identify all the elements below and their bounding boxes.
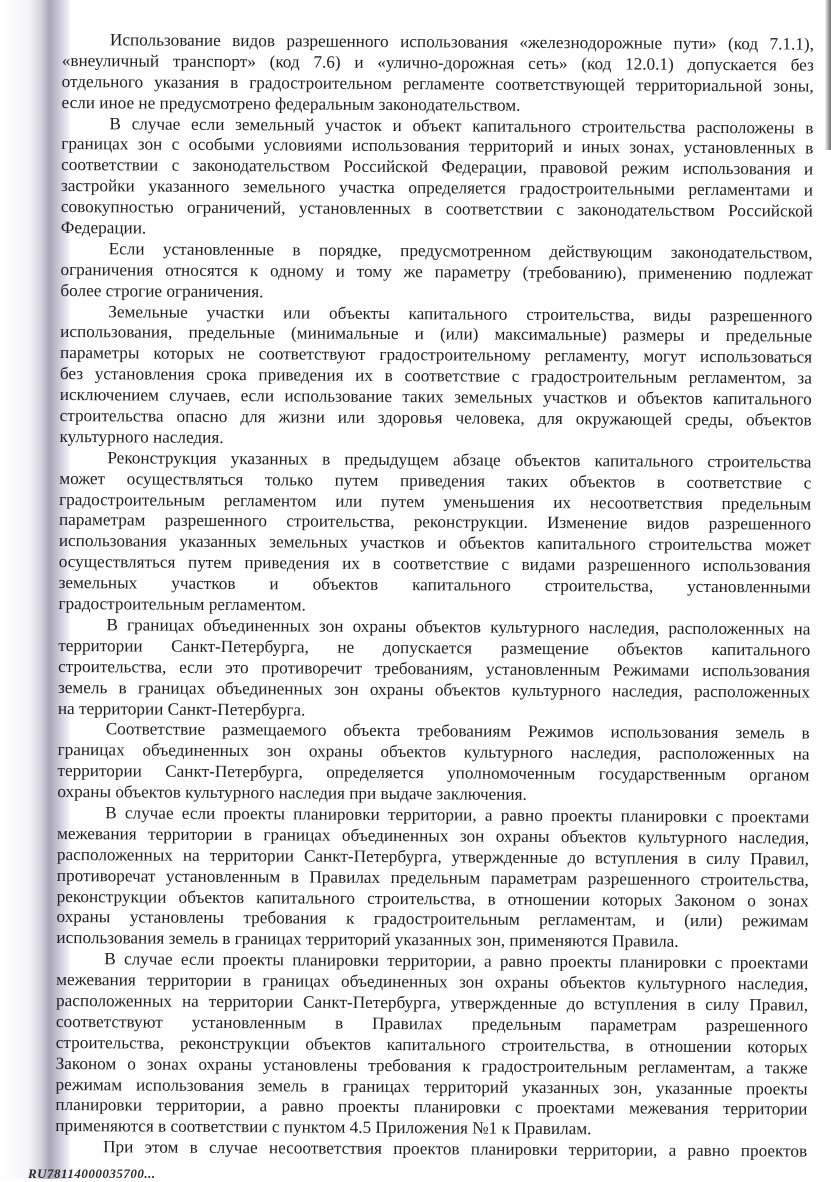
paragraph	[59, 302, 812, 453]
document-page	[55, 30, 814, 1163]
text-line: расположенных на территории Санкт-Петербурга, утвержденные до вступления в силу Правил,	[56, 844, 810, 869]
text-line: градостроительным регламентом.	[58, 594, 306, 615]
text-line: застройки указанного земельного участка определяется градостроительными регламентами и	[60, 176, 814, 200]
text-line: отдельного указания в градостроительном регламенте соответствующей территориальной зоны,	[61, 71, 814, 96]
text-line: культурного наследия.	[59, 426, 224, 447]
text-line: межевания территории в границах объединенных зон охраны объектов культурного наследия,	[57, 823, 810, 848]
paragraph	[56, 803, 809, 954]
text-line: В границах объединенных зон охраны объектов культурного наследия, расположенных на	[106, 615, 811, 639]
paragraph	[61, 30, 813, 118]
text-line: Использование видов разрешенного использования «железнодорожные пути» (код 7.1.1),	[109, 30, 814, 54]
text-line: противоречат установленным в Правилах предельным параметрам разрешенного строительства,	[56, 865, 809, 890]
text-line: параметры которых не соответствуют градостроительному регламенту, могут использоваться	[59, 343, 813, 367]
text-line: строительства, реконструкции объектов капитального строительства, в отношении которых	[55, 1032, 808, 1057]
text-line: территории Санкт-Петербурга, определяется уполномоченным государственным органом	[57, 761, 810, 785]
text-line: ограничения относятся к одному и тому же параметру (требованию), применению подлежат	[60, 259, 813, 284]
text-line: более строгие ограничения.	[60, 280, 264, 301]
text-line: Реконструкция указанных в предыдущем абзаце объектов капитального строительства	[107, 448, 812, 472]
text-line: земель в границах объединенных зон охраны объектов культурного наследия, расположенных	[57, 677, 811, 702]
text-line: расположенных на территории Санкт-Петербурга, утвержденные до вступления в силу Правил,	[56, 990, 809, 1015]
text-line: Федерации.	[60, 218, 147, 238]
text-line: без установления срока приведения их в соответствие с градостроительным регламентом, за	[59, 364, 812, 388]
text-line: «внеуличный транспорт» (код 7.6) и «улично-дорожная сеть» (код 12.0.1) допускается без	[61, 50, 814, 75]
paragraph	[57, 719, 809, 807]
paragraph	[60, 239, 812, 306]
text-line: охраны объектов культурного наследия при выдаче заключения.	[57, 782, 527, 804]
text-line: применяются в соответствии с пунктом 4.5 Приложения №1 к Правилам.	[55, 1116, 592, 1139]
text-line: Соответствие размещаемого объекта требованиям Режимов использования земель в	[105, 719, 810, 743]
text-line: охраны установлены требования к градостроительным регламентам, и (или) режимам	[56, 907, 809, 931]
text-line: территории Санкт-Петербурга, не допускается размещение объектов капитального	[58, 635, 811, 660]
text-line: В случае если проекты планировки территории, а равно проекты планировки с проектами	[104, 949, 809, 973]
text-line: соответствии с законодательством Российской Федерации, правовой режим использования и	[61, 155, 814, 179]
paragraph	[58, 448, 811, 620]
paragraph	[58, 615, 811, 724]
text-line: Если установленные в порядке, предусмотренном действующим законодательством,	[108, 239, 813, 263]
text-line: строительства, если это противоречит требованиям, установленным Режимами использования	[58, 656, 811, 681]
text-line: совокупностью ограничений, установленных в соответствии с законодательством Российской	[60, 197, 813, 221]
text-line: Земельные участки или объекты капитального строительства, виды разрешенного	[108, 301, 813, 326]
paragraph	[61, 114, 814, 244]
text-line: если иное не предусмотрено федеральным законодательством.	[61, 92, 521, 115]
text-line: параметрам разрешенного строительства, реконструкции. Изменение видов разрешенного	[58, 510, 812, 535]
text-line: соответствуют установленным в Правилах предельным параметрам разрешенного	[55, 1011, 808, 1036]
text-line: земельных участков и объектов капитального строительства, установленными	[58, 573, 811, 597]
text-line: может осуществляться только путем приведения таких объектов в соответствие с	[59, 468, 812, 493]
text-line: Законом о зонах охраны установлены требования к градостроительным регламентам, а также	[55, 1053, 808, 1078]
text-line: При этом в случае несоответствия проектов планировки территории, а равно проектов	[103, 1137, 808, 1161]
document-registration-code: RU78114000035700...	[28, 1166, 156, 1181]
text-line: градостроительным регламентом или путем уменьшения их несоответствия предельным	[59, 489, 812, 514]
text-line: границах объединенных зон охраны объектов культурного наследия, расположенных на	[57, 740, 810, 764]
text-line: режимам использования земель в границах территорий указанных зон, указанные проекты	[55, 1074, 808, 1099]
paragraph	[55, 949, 808, 1142]
text-line: В случае если проекты планировки территории, а равно проекты планировки с проектами	[105, 803, 810, 827]
text-line: межевания территории в границах объединенных зон охраны объектов культурного наследия,	[56, 970, 809, 994]
page-edge-shadow	[825, 0, 831, 150]
text-line: на территории Санкт-Петербурга.	[57, 698, 306, 719]
text-line: исключением случаев, если использование таких земельных участков и объектов капитального	[59, 385, 812, 409]
text-line: границах зон с особыми условиями использования территорий и иных зонах, установленных в	[61, 134, 814, 159]
text-line: использования земель в границах территорий указанных зон, применяются Правила.	[56, 928, 679, 952]
text-line: В случае если земельный участок и объект капитального строительства расположены в	[109, 113, 814, 138]
text-line: использования, предельные (минимальные и (или) максимальные) размеры и предельные	[60, 322, 813, 347]
paragraph	[55, 1137, 807, 1162]
text-line: осуществляться путем приведения их в соответствие с видами разрешенного использования	[58, 552, 811, 576]
text-line: планировки территории, а равно проекты планировки с проектами межевания территории	[55, 1095, 808, 1119]
text-line: строительства опасно для жизни или здоровья человека, для окружающей среды, объектов	[59, 406, 812, 430]
text-line: использования указанных земельных участков и объектов капитального строительства может	[58, 531, 811, 555]
text-line: реконструкции объектов капитального строительства, в отношении которых Законом о зонах	[56, 886, 809, 911]
